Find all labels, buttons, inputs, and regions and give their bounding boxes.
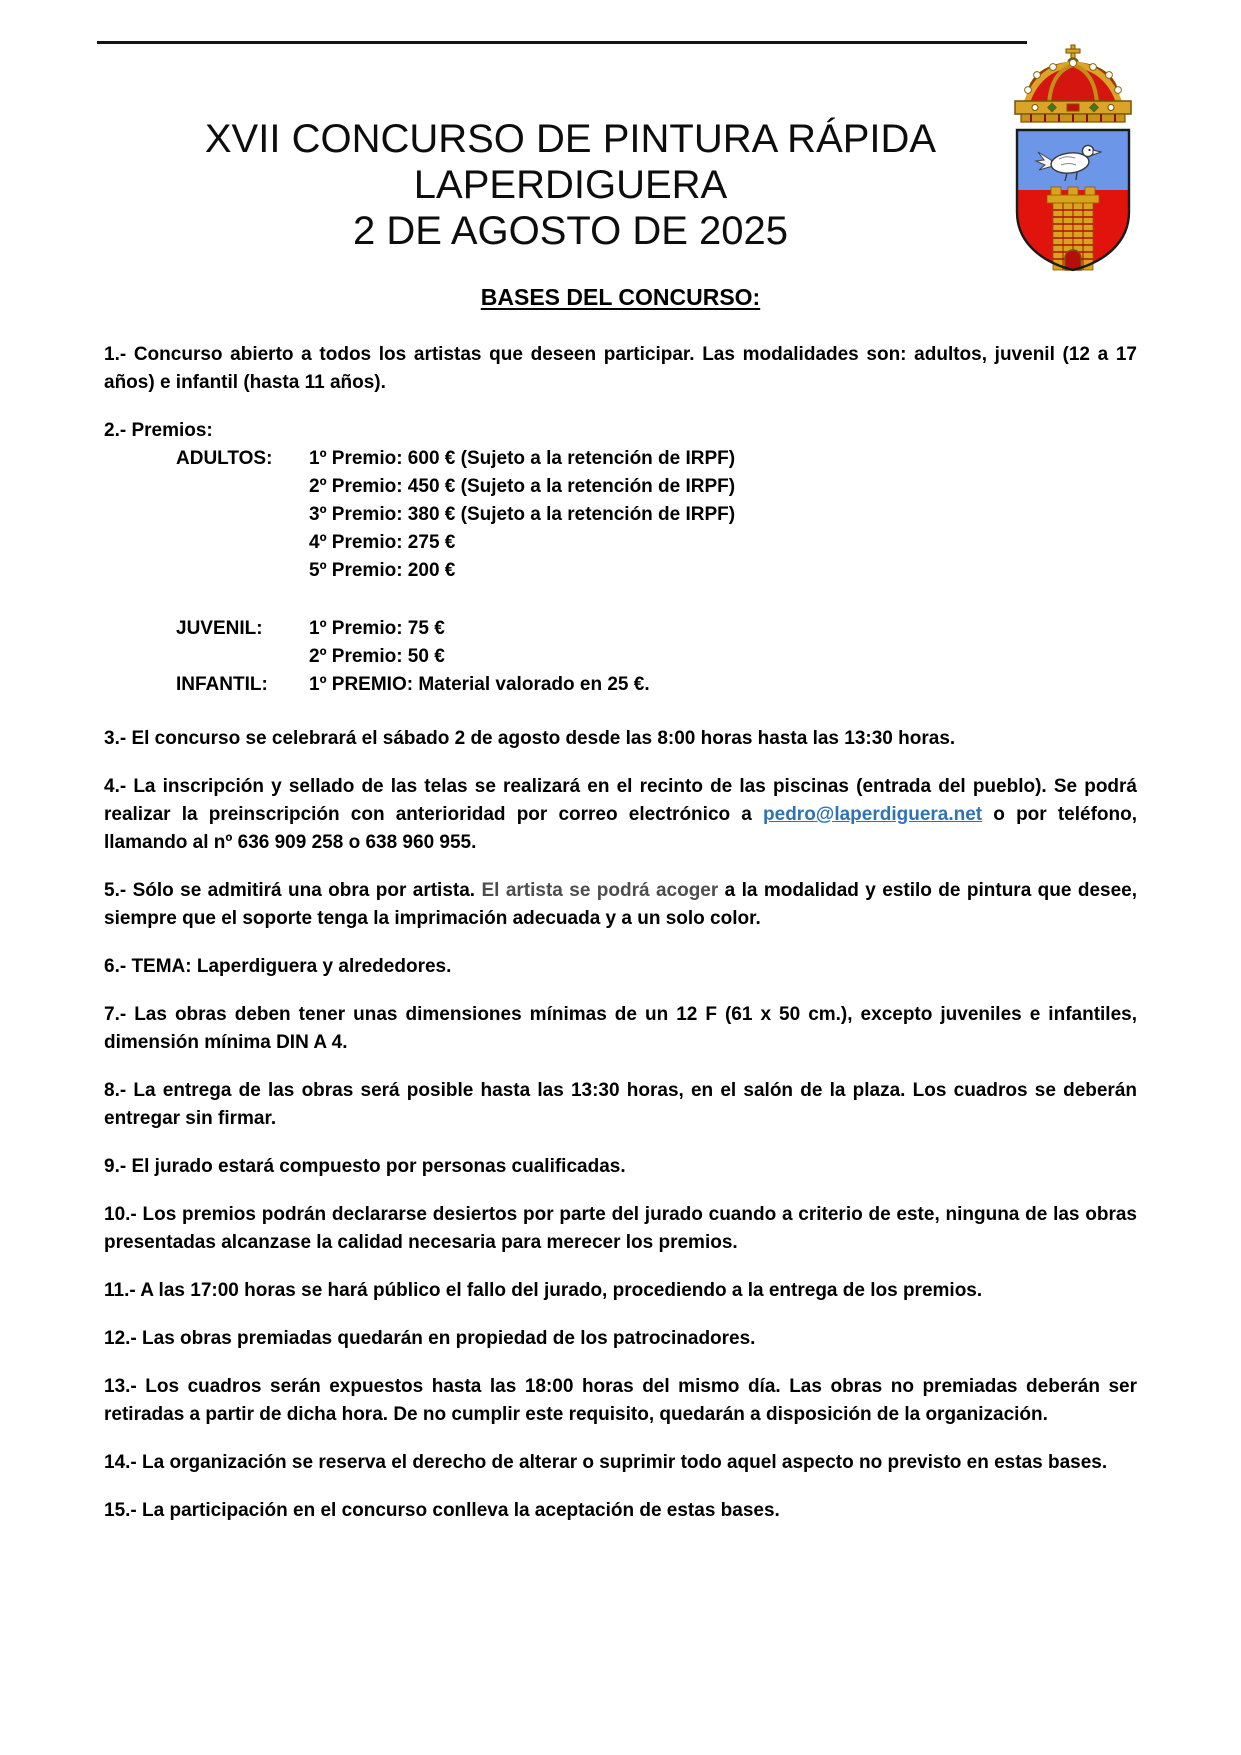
- coat-of-arms: [1001, 44, 1145, 276]
- prize-row-juvenil: [104, 615, 1137, 671]
- prize-line: 2º Premio: 450 € (Sujeto a la retención de IRPF): [309, 476, 736, 497]
- title-line-2: LAPERDIGUERA: [413, 163, 728, 207]
- rule-5-text-1: 5.- Sólo se admitirá una obra por artista.: [104, 880, 482, 901]
- prize-lines-infantil: [309, 671, 1137, 699]
- rule-5-text-3: a la modalidad y estilo de pintura que desee, siempre que el soporte tenga la imprimación adecuada y a un solo color.: [104, 880, 1137, 929]
- rule-4-text-after: o por teléfono, llamando al nº 636 909 258 o 638 960 955.: [104, 804, 1137, 853]
- tower-door: [1065, 250, 1081, 270]
- prize-line: 3º Premio: 380 € (Sujeto a la retención de IRPF): [309, 504, 736, 525]
- spacer: [104, 585, 1137, 615]
- rule-1: 1.- Concurso abierto a todos los artistas que deseen participar. Las modalidades son: adultos, juvenil (12 a 17 años) e infantil (hasta 11 años).: [104, 344, 1137, 393]
- title-line-1: XVII CONCURSO DE PINTURA RÁPIDA: [204, 117, 937, 161]
- rule-10: 10.- Los premios podrán declararse desiertos por parte del jurado cuando a criterio de este, ninguna de las obras presentadas alcanzase la calidad necesaria para merecer los premios.: [104, 1204, 1137, 1253]
- prize-category-label-infantil: INFANTIL:: [176, 674, 268, 695]
- rule-3: 3.- El concurso se celebrará el sábado 2 de agosto desde las 8:00 horas hasta las 13:30 horas.: [104, 728, 956, 749]
- prize-row-infantil: [104, 671, 1137, 699]
- scan-artifact-line: [97, 41, 1027, 44]
- rule-11: 11.- A las 17:00 horas se hará público el fallo del jurado, procediendo a la entrega de los premios.: [104, 1280, 983, 1301]
- prize-line: 1º Premio: 600 € (Sujeto a la retención de IRPF): [309, 448, 736, 469]
- tower-icon: [1047, 187, 1099, 270]
- rule-15: 15.- La participación en el concurso conlleva la aceptación de estas bases.: [104, 1500, 780, 1521]
- title-line-3: 2 DE AGOSTO DE 2025: [352, 209, 789, 253]
- prizes-table: [104, 445, 1137, 699]
- coat-of-arms-graphic: [1001, 44, 1145, 276]
- prize-category-label-juvenil: JUVENIL:: [176, 618, 263, 639]
- prize-category-label-adultos: ADULTOS:: [176, 448, 273, 469]
- section-heading-text: BASES DEL CONCURSO:: [480, 284, 761, 310]
- rule-13: 13.- Los cuadros serán expuestos hasta las 18:00 horas del mismo día. Las obras no premiadas deberán ser retiradas a partir de dicha hora. De no cumplir este requisito, quedarán a disposición de la organización.: [104, 1376, 1137, 1425]
- prize-line: 5º Premio: 200 €: [309, 560, 456, 581]
- rule-5-text-faded: El artista se podrá acoger: [481, 880, 719, 901]
- prize-line: 1º PREMIO: Material valorado en 25 €.: [309, 674, 650, 695]
- rule-12: 12.- Las obras premiadas quedarán en propiedad de los patrocinadores.: [104, 1328, 756, 1349]
- rule-2-intro: 2.- Premios:: [104, 420, 213, 441]
- rule-6: 6.- TEMA: Laperdiguera y alrededores.: [104, 956, 452, 977]
- rule-8: 8.- La entrega de las obras será posible hasta las 13:30 horas, en el salón de la plaza. Los cuadros se deberán entregar sin firmar.: [104, 1080, 1137, 1129]
- email-link[interactable]: pedro@laperdiguera.net: [763, 804, 983, 825]
- rule-14: 14.- La organización se reserva el derecho de alterar o suprimir todo aquel aspecto no previsto en estas bases.: [104, 1452, 1108, 1473]
- section-heading: [0, 284, 1241, 311]
- prize-row-adultos: [104, 445, 1137, 585]
- prize-line: 4º Premio: 275 €: [309, 532, 456, 553]
- rule-9: 9.- El jurado estará compuesto por personas cualificadas.: [104, 1156, 626, 1177]
- crown-icon: [1015, 45, 1131, 122]
- prize-lines-juvenil: [309, 615, 1137, 671]
- rules-list: [104, 341, 1137, 1525]
- rule-7: 7.- Las obras deben tener unas dimensiones mínimas de un 12 F (61 x 50 cm.), excepto juveniles e infantiles, dimensión mínima DIN A 4.: [104, 1004, 1137, 1053]
- rule-5: [104, 877, 1137, 933]
- rule-4-text-before: 4.- La inscripción y sellado de las telas se realizará en el recinto de las piscinas (entrada del pueblo). Se podrá realizar la preinscripción con anterioridad por correo electrónico a: [104, 776, 1137, 825]
- prize-line: 2º Premio: 50 €: [309, 646, 445, 667]
- rule-4: [104, 773, 1137, 857]
- shield-icon: [1017, 130, 1129, 270]
- document-title: [0, 0, 1141, 254]
- prize-line: 1º Premio: 75 €: [309, 618, 445, 639]
- prize-lines-adultos: [309, 445, 1137, 585]
